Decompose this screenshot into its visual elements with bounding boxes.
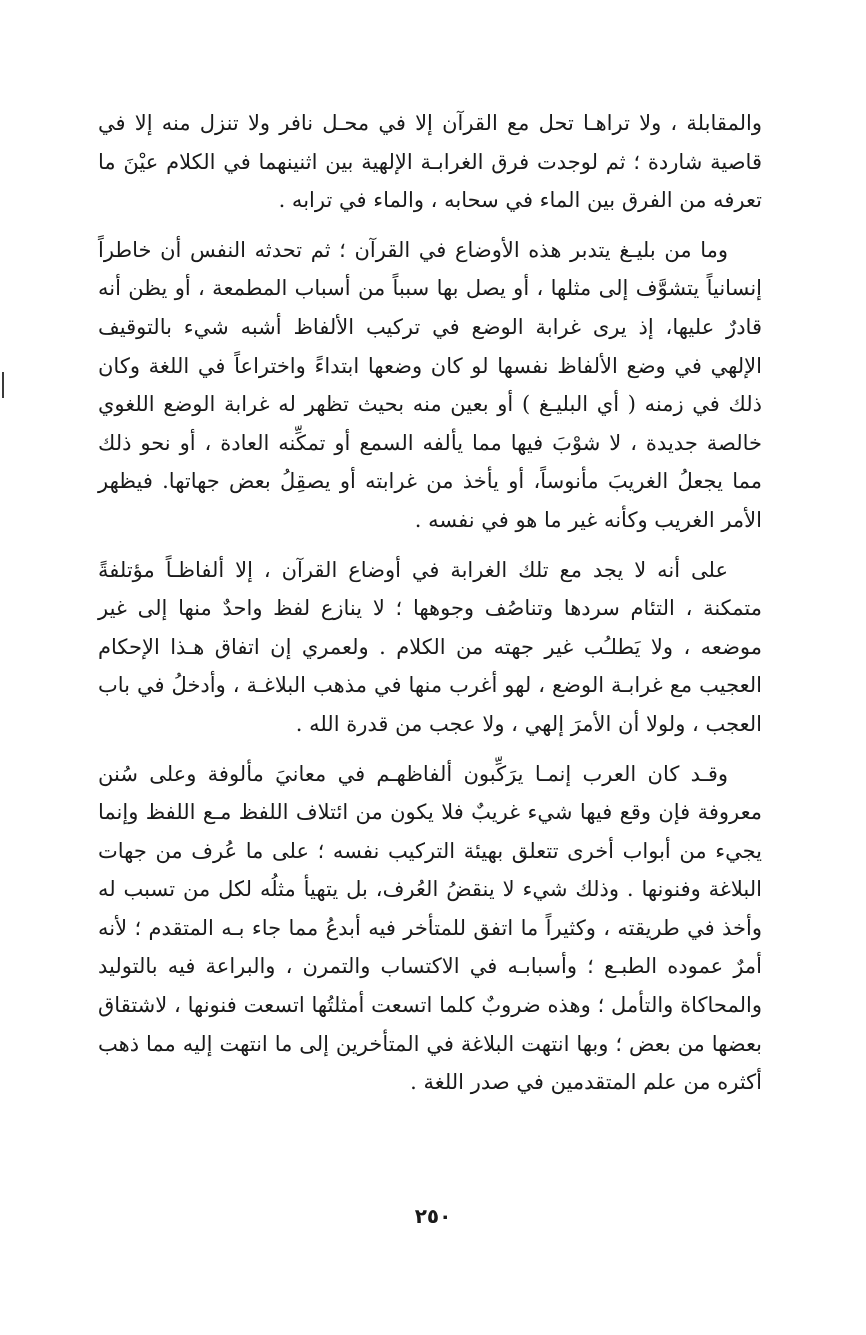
page-edge-mark [2, 372, 4, 398]
body-text [98, 104, 762, 1102]
paragraph-2: وما من بليـغ يتدبر هذه الأوضاع في القرآن ؛ ثم تحدثه النفس أن خاطراً إنسانياً يتشوَّف إلى مثلها ، أو يصل بها سبباً من أسباب المطمعة ، أو يظن أنه قادرٌ عليها، إذ يرى غرابة الوضع في تركيب الألفاظ أشبه شيء بالتوقيف الإلهي في وضع الألفاظ نفسها لو كان وضعها ابتداءً واختراعاً في اللغة وكان ذلك في زمنه ( أي البليـغ ) أو بعين منه بحيث تظهر له غرابة الوضع اللغوي خالصة جديدة ، لا شوْبَ فيها مما يألفه السمع أو تمكِّنه العادة ، أو نحو ذلك مما يجعلُ الغريبَ مأنوساً، أو يأخذ من غرابته أو يصقِلُ بعض جهاتها. فيظهر الأمر الغريب وكأنه غير ما هو في نفسه . [98, 237, 762, 532]
page-number: ٢٥٠ [414, 1204, 452, 1228]
paragraph-1: والمقابلة ، ولا تراهـا تحل مع القرآن إلا في محـل نافر ولا تنزل منه إلا في قاصية شاردة ؛ ثم لوجدت فرق الغرابـة الإلهية بين اثنينهما في الكلام عيْنَ ما تعرفه من الفرق بين الماء في سحابه ، والماء في ترابه . [98, 111, 762, 213]
paragraph-4: وقـد كان العرب إنمـا يرَكِّبون ألفاظهـم في معانيَ مألوفة وعلى سُنن معروفة فإن وقع فيها شيء غريبٌ فلا يكون من ائتلاف اللفظ مـع اللفظ وإنما يجيء من أبواب أخرى تتعلق بهيئة التركيب نفسه ؛ على ما عُرف من جهات البلاغة وفنونها . وذلك شيء لا ينقضُ العُرف، بل يتهيأ مثلُه لكل من تسبب له وأخذ في طريقته ، وكثيراً ما اتفق للمتأخر فيه أبدعُ مما جاء بـه المتقدم ؛ لأنه أمرٌ عموده الطبـع ؛ وأسبابـه في الاكتساب والتمرن ، والبراعة فيه بالتوليد والمحاكاة والتأمل ؛ وهذه ضروبٌ كلما اتسعت أمثلتُها اتسعت فنونها ، لاشتقاق بعضها من بعض ؛ وبها انتهت البلاغة في المتأخرين إلى ما انتهت إليه مما ذهب أكثره من علم المتقدمين في صدر اللغة . [98, 761, 762, 1095]
paragraph-3: على أنه لا يجد مع تلك الغرابة في أوضاع القرآن ، إلا ألفاظـاً مؤتلفةً متمكنة ، التئام سردها وتناصُف وجوهها ؛ لا ينازع لفظ واحدٌ منها إلى غير موضعه ، ولا يَطلـُب غير جهته من الكلام . ولعمري إن اتفاق هـذا الإحكام العجيب مع غرابـة الوضع ، لهو أغرب منها في مذهب البلاغـة ، وأدخلُ في باب العجب ، ولولا أن الأمرَ إلهي ، ولا عجب من قدرة الله . [98, 557, 762, 736]
